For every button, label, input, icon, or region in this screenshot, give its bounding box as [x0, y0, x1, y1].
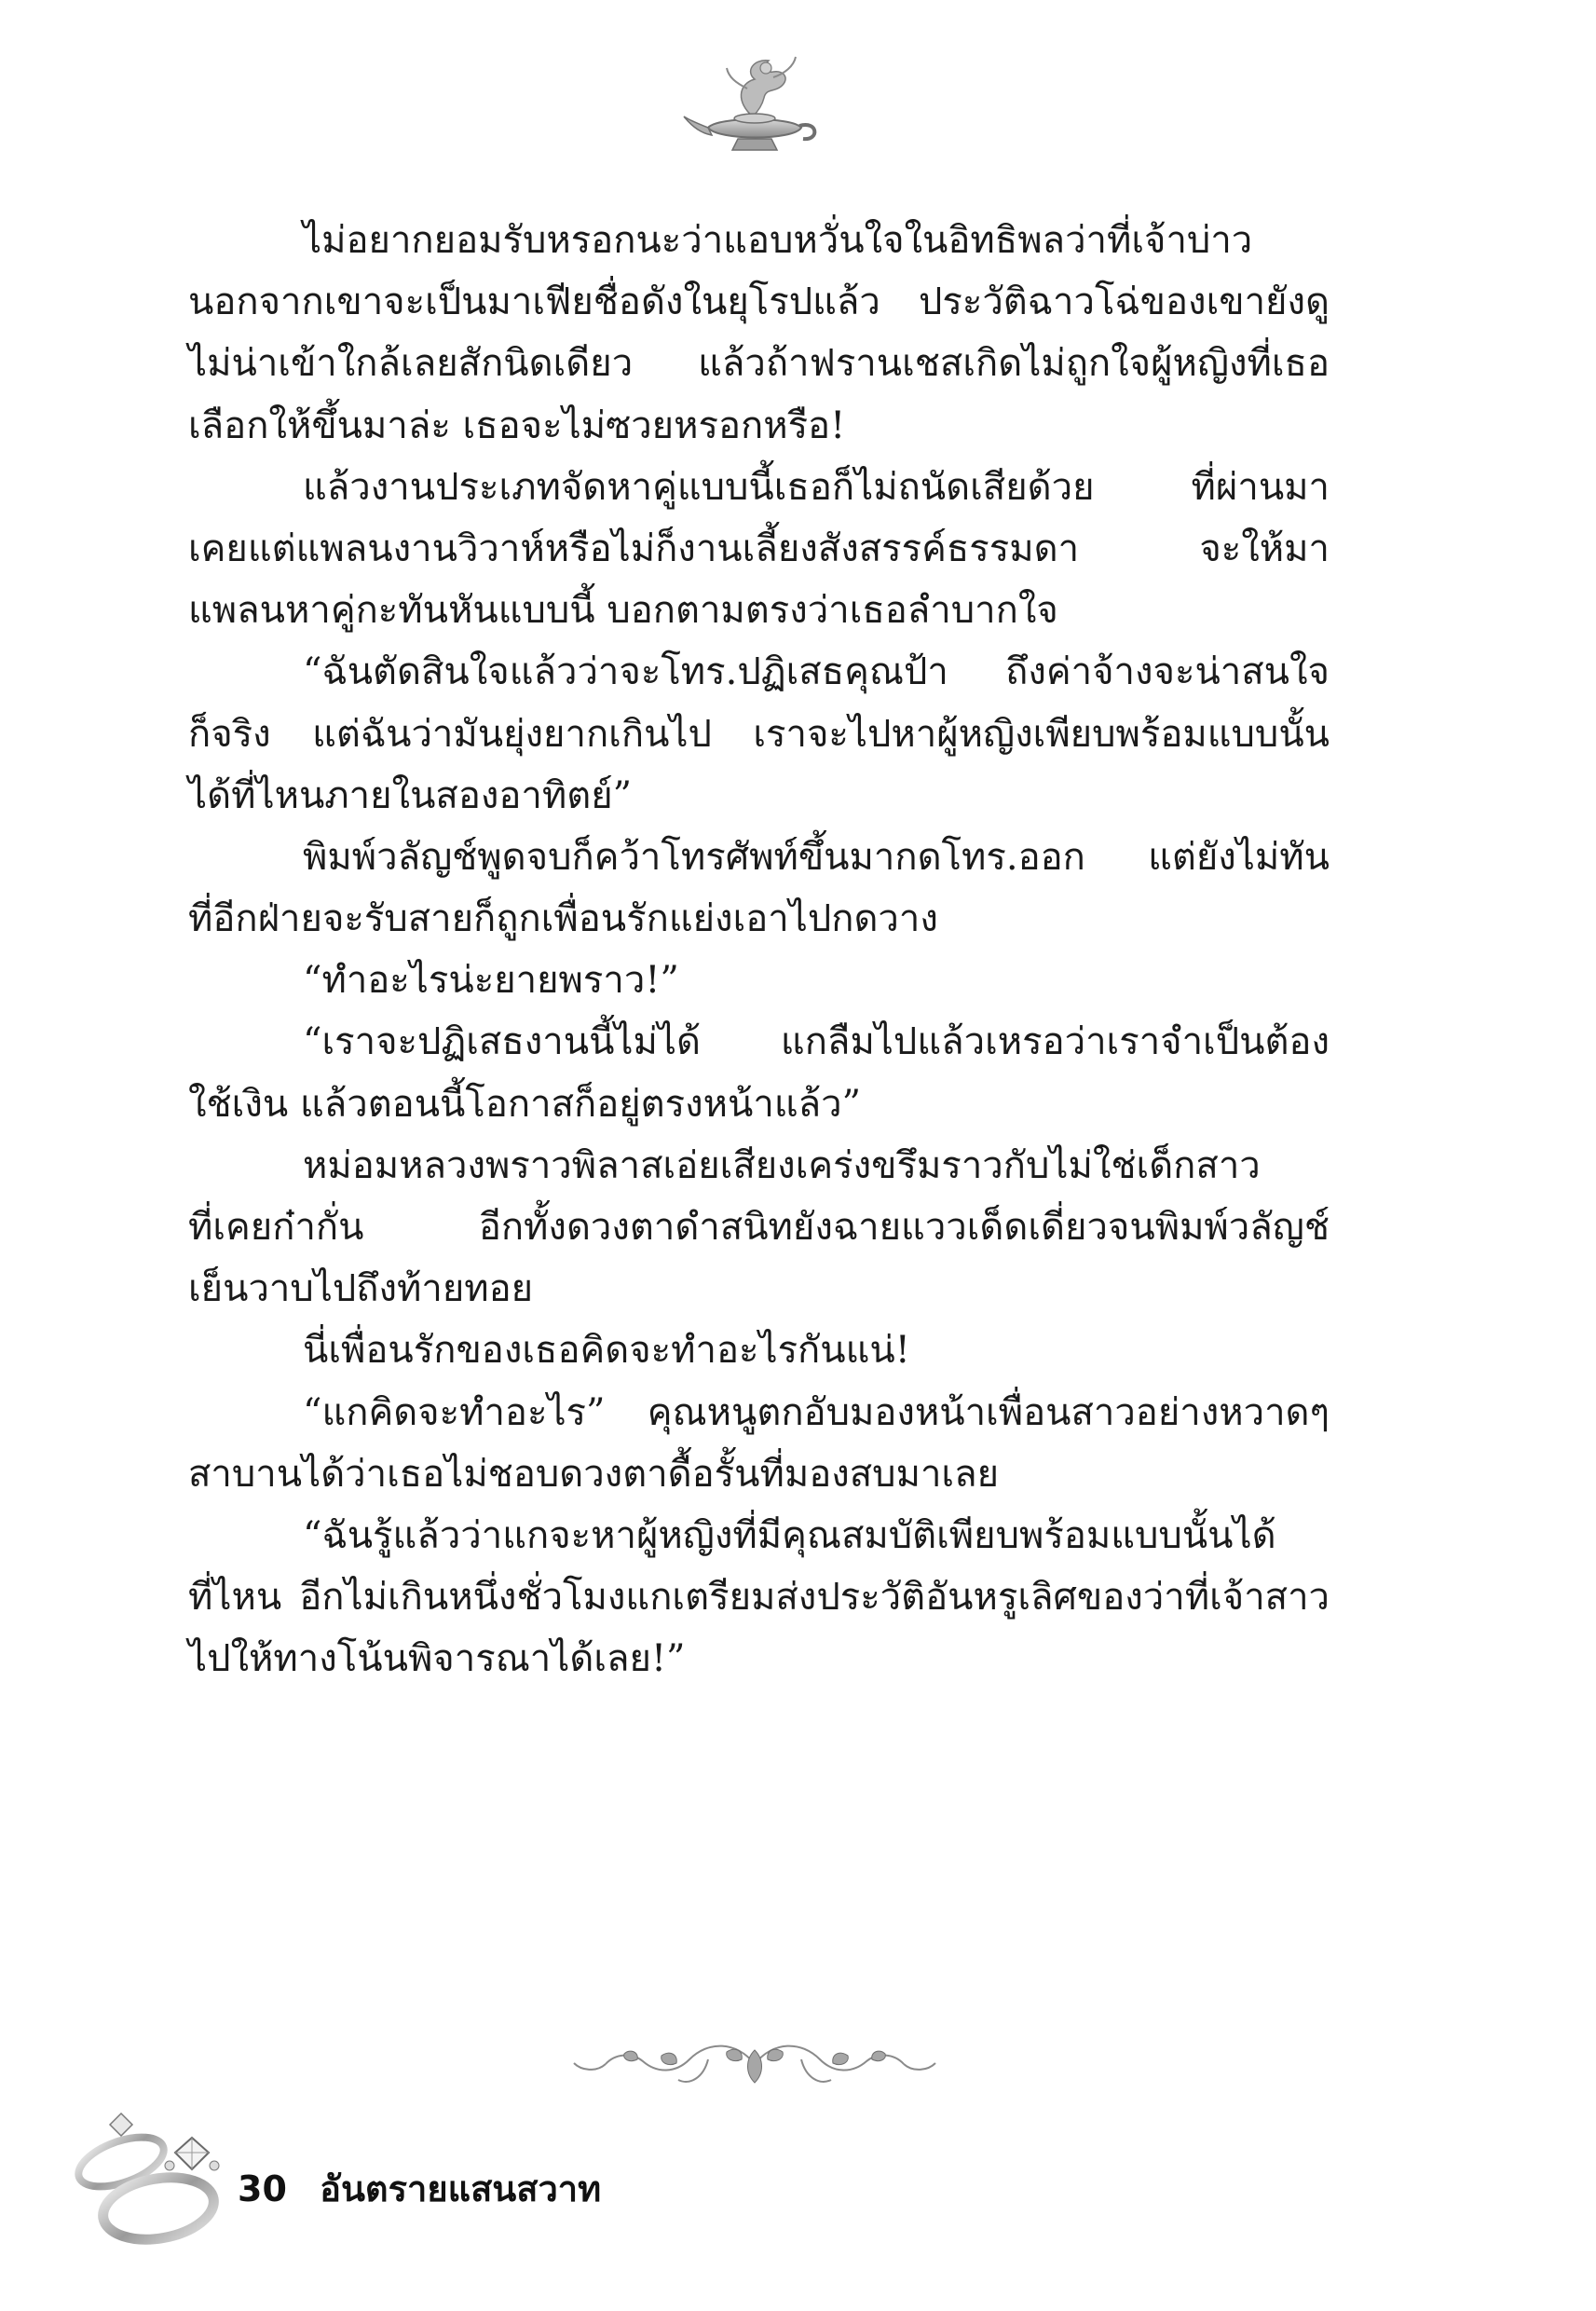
page-number: 30 — [238, 2168, 287, 2209]
text-line: ที่ไหน อีกไม่เกินหนึ่งชั่วโมงแกเตรียมส่งประวัติอันหรูเลิศของว่าที่เจ้าสาว — [188, 1576, 1330, 1620]
text-line: สาบานได้ว่าเธอไม่ชอบดวงตาดื้อรั้นที่มองสบมาเลย — [188, 1452, 1000, 1496]
text-line: นี่เพื่อนรักของเธอคิดจะทำอะไรกันแน่! — [303, 1329, 910, 1373]
text-line: “ฉันตัดสินใจแล้วว่าจะโทร.ปฏิเสธคุณป้า ถึงค่าจ้างจะน่าสนใจ — [303, 650, 1330, 694]
floral-divider-ornament-icon — [568, 2031, 941, 2097]
text-line: ก็จริง แต่ฉันว่ามันยุ่งยากเกินไป เราจะไปหาผู้หญิงเพียบพร้อมแบบนั้น — [188, 712, 1330, 756]
text-line: แล้วงานประเภทจัดหาคู่แบบนี้เธอก็ไม่ถนัดเสียด้วย ที่ผ่านมา — [303, 465, 1330, 509]
text-line: “ทำอะไรน่ะยายพราว!” — [303, 959, 679, 1003]
text-line: ไปให้ทางโน้นพิจารณาได้เลย!” — [188, 1637, 686, 1681]
page-footer — [238, 2160, 601, 2217]
body-text — [188, 210, 1330, 1690]
book-title: อันตรายแสนสวาท — [320, 2168, 602, 2209]
text-line: “เราจะปฏิเสธงานนี้ไม่ได้ แกลืมไปแล้วเหรอว่าเราจำเป็นต้อง — [303, 1020, 1330, 1064]
text-line: นอกจากเขาจะเป็นมาเฟียชื่อดังในยุโรปแล้ว ประวัติฉาวโฉ่ของเขายังดู — [188, 280, 1330, 324]
text-line: “แกคิดจะทำอะไร” คุณหนูตกอับมองหน้าเพื่อนสาวอย่างหวาดๆ — [303, 1390, 1330, 1434]
text-line: ไม่อยากยอมรับหรอกนะว่าแอบหวั่นใจในอิทธิพลว่าที่เจ้าบ่าว — [303, 219, 1253, 262]
text-line: ได้ที่ไหนภายในสองอาทิตย์” — [188, 773, 633, 817]
text-line: เคยแต่แพลนงานวิวาห์หรือไม่ก็งานเลี้ยงสังสรรค์ธรรมดา จะให้มา — [188, 526, 1330, 570]
text-line: “ฉันรู้แล้วว่าแกจะหาผู้หญิงที่มีคุณสมบัติเพียบพร้อมแบบนั้นได้ — [303, 1513, 1276, 1557]
text-line: หม่อมหลวงพราวพิลาสเอ่ยเสียงเคร่งขรึมราวกับไม่ใช่เด็กสาว — [303, 1143, 1261, 1187]
genie-lamp-ornament-icon — [680, 51, 829, 163]
text-line: ที่อีกฝ่ายจะรับสายก็ถูกเพื่อนรักแย่งเอาไปกดวาง — [188, 897, 938, 941]
text-line: พิมพ์วลัญช์พูดจบก็คว้าโทรศัพท์ขึ้นมากดโทร.ออก แต่ยังไม่ทัน — [303, 835, 1330, 879]
text-line: เย็นวาบไปถึงท้ายทอย — [188, 1267, 534, 1311]
text-line: ที่เคยก๋ากั่น อีกทั้งดวงตาดำสนิทยังฉายแววเด็ดเดี่ยวจนพิมพ์วลัญช์ — [188, 1206, 1330, 1249]
text-line: เลือกให้ขึ้นมาล่ะ เธอจะไม่ซวยหรอกหรือ! — [188, 403, 846, 447]
diamond-rings-ornament-icon — [56, 2106, 233, 2264]
text-line: แพลนหาคู่กะทันหันแบบนี้ บอกตามตรงว่าเธอลำบากใจ — [188, 589, 1058, 633]
text-line: ไม่น่าเข้าใกล้เลยสักนิดเดียว แล้วถ้าฟรานเชสเกิดไม่ถูกใจผู้หญิงที่เธอ — [188, 342, 1330, 386]
text-line: ใช้เงิน แล้วตอนนี้โอกาสก็อยู่ตรงหน้าแล้ว” — [188, 1082, 862, 1126]
